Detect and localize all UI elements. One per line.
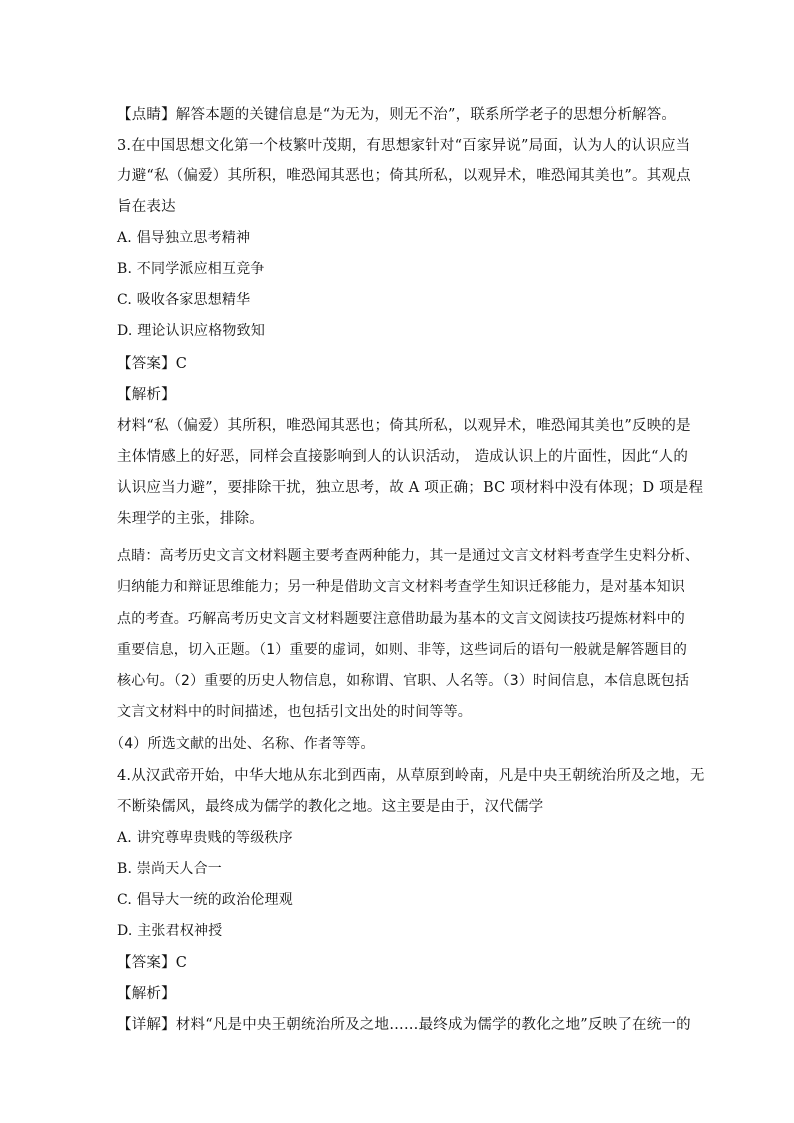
q3-analysis-line-2: 主体情感上的好恶，同样会直接影响到人的认识活动， 造成认识上的片面性，因此“人的 bbox=[117, 449, 689, 465]
q4-option-c: C. 倡导大一统的政治伦理观 bbox=[117, 892, 293, 908]
q3-tip-line-7: （4）所选文献的出处、名称、作者等等。 bbox=[110, 736, 375, 752]
prev-comment: 【点睛】解答本题的关键信息是“为无为，则无不治”，联系所学老子的思想分析解答。 bbox=[117, 107, 677, 123]
q3-tip-line-1: 点睛：高考历史文言文材料题主要考查两种能力，其一是通过文言文材料考查学生史料分析、 bbox=[117, 548, 700, 564]
q3-option-d: D. 理论认识应格物致知 bbox=[117, 323, 266, 339]
q4-option-d: D. 主张君权神授 bbox=[117, 923, 223, 939]
q4-analysis-heading: 【解析】 bbox=[117, 986, 176, 1002]
q3-stem-line-2: 力避“私（偏爱）其所积，唯恐闻其恶也；倚其所私，以观异术，唯恐闻其美也”。其观点 bbox=[117, 168, 691, 184]
q3-option-a: A. 倡导独立思考精神 bbox=[117, 230, 251, 246]
q3-analysis-line-4: 朱理学的主张，排除。 bbox=[117, 511, 264, 527]
q3-stem-line-3: 旨在表达 bbox=[117, 199, 176, 215]
q3-tip-line-4: 重要信息，切入正题。（1）重要的虚词，如则、非等，这些词后的语句一般就是解答题目的 bbox=[117, 642, 688, 658]
q3-analysis-heading: 【解析】 bbox=[117, 387, 176, 403]
q3-tip-line-6: 文言文材料中的时间描述，也包括引文出处的时间等等。 bbox=[117, 704, 472, 720]
q3-option-b: B. 不同学派应相互竞争 bbox=[117, 261, 265, 277]
q3-answer: 【答案】C bbox=[117, 356, 188, 372]
q3-option-c: C. 吸收各家思想精华 bbox=[117, 292, 251, 308]
q3-tip-line-3: 点的考查。巧解高考历史文言文材料题要注意借助最为基本的文言文阅读技巧提炼材料中的 bbox=[117, 611, 685, 627]
q4-option-a: A. 讲究尊卑贵贱的等级秩序 bbox=[117, 830, 293, 846]
q4-stem-line-2: 不断染儒风，最终成为儒学的教化之地。这主要是由于，汉代儒学 bbox=[117, 799, 544, 815]
q4-stem-line-1: 4.从汉武帝开始，中华大地从东北到西南，从草原到岭南，凡是中央王朝统治所及之地，无 bbox=[117, 768, 705, 784]
q3-stem-line-1: 3.在中国思想文化第一个枝繁叶茂期，有思想家针对“百家异说”局面，认为人的认识应当 bbox=[117, 138, 691, 154]
q3-analysis-line-1: 材料“私（偏爱）其所积，唯恐闻其恶也；倚其所私，以观异术，唯恐闻其美也”反映的是 bbox=[117, 418, 691, 434]
q4-detail-line-1: 【详解】材料“凡是中央王朝统治所及之地……最终成为儒学的教化之地”反映了在统一的 bbox=[117, 1017, 691, 1033]
q4-answer: 【答案】C bbox=[117, 955, 188, 971]
q4-option-b: B. 崇尚天人合一 bbox=[117, 861, 222, 877]
q3-analysis-line-3: 认识应当力避”，要排除干扰，独立思考，故 A 项正确；BC 项材料中没有体现；D 项是程 bbox=[117, 480, 704, 496]
q3-tip-line-5: 核心句。（2）重要的历史人物信息，如称谓、官职、人名等。（3）时间信息，本信息既包括 bbox=[117, 673, 690, 689]
q3-tip-line-2: 归纳能力和辩证思维能力；另一种是借助文言文材料考查学生知识迁移能力，是对基本知识 bbox=[117, 579, 685, 595]
